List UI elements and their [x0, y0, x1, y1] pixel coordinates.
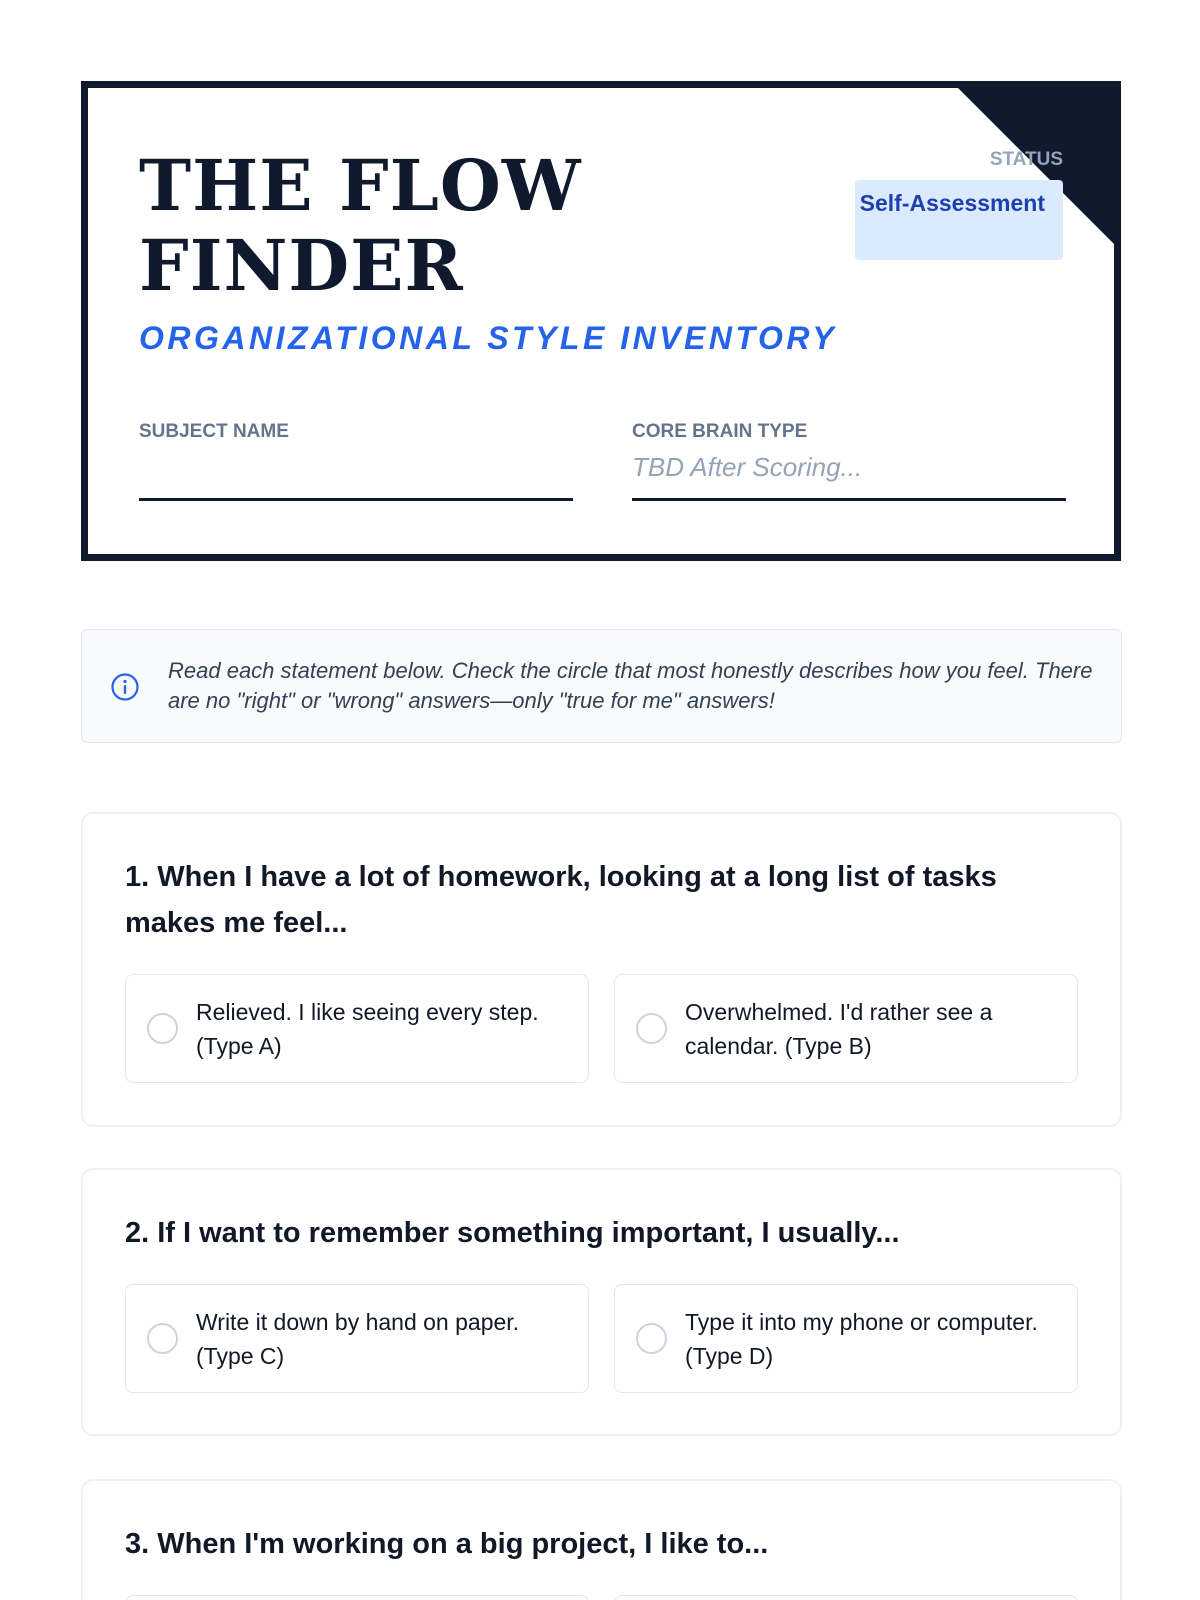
option-label: Overwhelmed. I'd rather see a calendar. (Type B): [685, 999, 993, 1059]
status-label: STATUS: [989, 149, 1063, 170]
info-icon: [110, 672, 140, 702]
radio-button[interactable]: [636, 1013, 667, 1044]
header-card: [81, 81, 1121, 561]
core-brain-type-label: CORE BRAIN TYPE: [632, 421, 808, 442]
question-card-1: [81, 812, 1122, 1127]
page-subtitle: ORGANIZATIONAL STYLE INVENTORY: [139, 320, 838, 356]
core-brain-type-placeholder[interactable]: TBD After Scoring...: [632, 452, 863, 482]
question-1-option-2[interactable]: [614, 974, 1078, 1083]
subject-name-label: SUBJECT NAME: [139, 421, 289, 442]
option-label: Write it down by hand on paper. (Type C): [196, 1309, 520, 1369]
option-label: Type it into my phone or computer. (Type D): [685, 1309, 1038, 1369]
question-2-option-2[interactable]: [614, 1284, 1078, 1393]
question-text-2: 2. If I want to remember something important, I usually...: [125, 1217, 900, 1249]
question-3-option-1[interactable]: [125, 1595, 589, 1600]
radio-button[interactable]: [636, 1323, 667, 1354]
instructions-box: [81, 629, 1122, 743]
option-label: Relieved. I like seeing every step. (Type A): [196, 999, 539, 1059]
core-brain-type-field[interactable]: [632, 498, 1066, 501]
question-1-option-1[interactable]: [125, 974, 589, 1083]
status-badge: Self-Assessment: [855, 180, 1063, 260]
question-card-2: [81, 1168, 1122, 1436]
question-card-3: [81, 1479, 1122, 1600]
question-2-option-1[interactable]: [125, 1284, 589, 1393]
question-text-3: 3. When I'm working on a big project, I like to...: [125, 1528, 769, 1560]
radio-button[interactable]: [147, 1323, 178, 1354]
radio-button[interactable]: [147, 1013, 178, 1044]
question-3-option-2[interactable]: [614, 1595, 1078, 1600]
page-title: THE FLOW FINDER: [139, 144, 582, 307]
subject-name-field[interactable]: [139, 498, 573, 501]
instructions-text: Read each statement below. Check the circle that most honestly describes how you feel. There are no "right" or "wrong" answers—only "true for me" answers!: [168, 658, 1093, 713]
question-text-1: 1. When I have a lot of homework, looking at a long list of tasks makes me feel...: [125, 861, 997, 939]
